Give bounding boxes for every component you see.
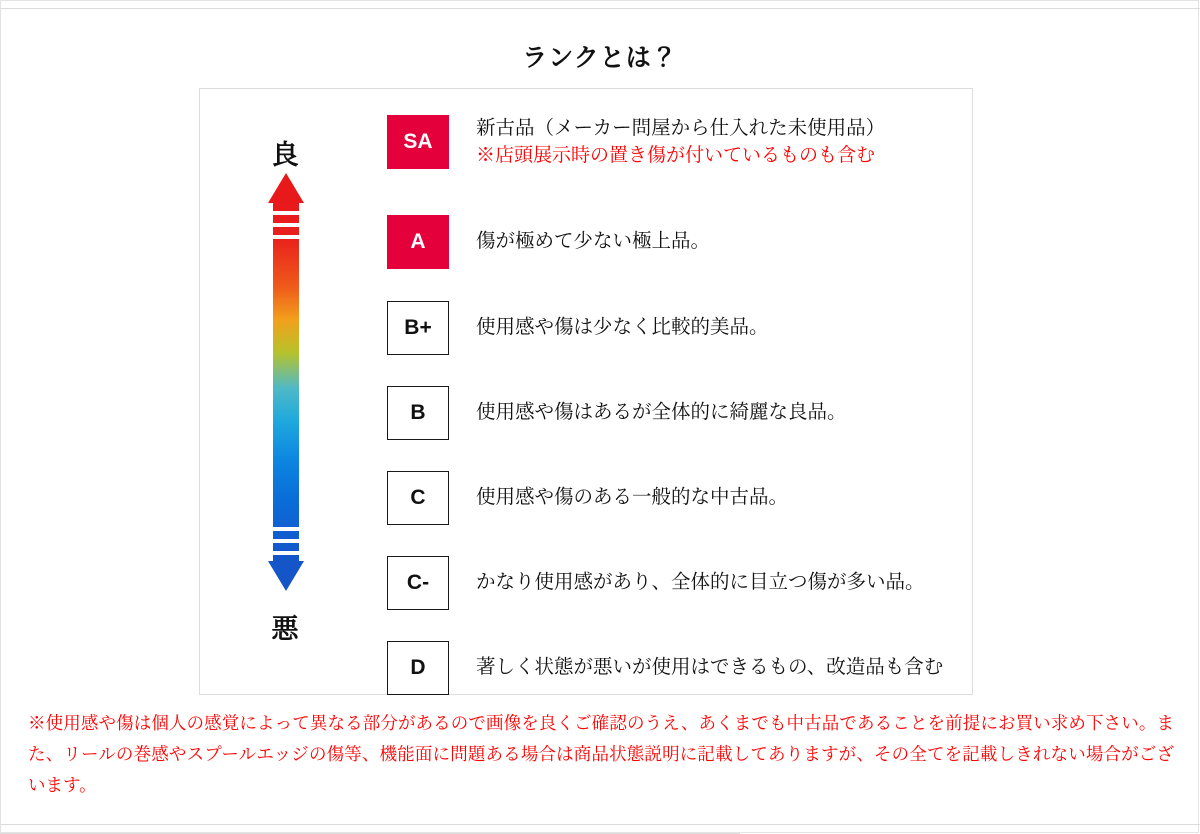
scale-top-label: 良 <box>271 140 299 170</box>
scale-tick <box>273 539 299 543</box>
top-divider <box>0 8 1200 9</box>
rank-description: 使用感や傷のある一般的な中古品。 <box>476 486 789 509</box>
rank-description: かなり使用感があり、全体的に目立つ傷が多い品。 <box>476 571 925 594</box>
quality-scale <box>200 89 370 694</box>
arrow-up-icon <box>268 173 304 203</box>
rank-description <box>476 114 885 170</box>
rank-description: 使用感や傷は少なく比較的美品。 <box>476 316 769 339</box>
table-row <box>370 370 974 455</box>
table-row <box>370 199 974 284</box>
rank-badge: C <box>387 471 449 525</box>
scale-tick <box>273 527 299 531</box>
rank-description-note: ※店頭展示時の置き傷が付いているものも含む <box>476 144 876 166</box>
bottom-divider <box>0 824 1200 825</box>
table-row <box>370 99 974 184</box>
table-row <box>370 455 974 540</box>
rank-table <box>199 88 973 695</box>
arrow-down-icon <box>268 561 304 591</box>
rank-badge: B+ <box>387 301 449 355</box>
scale-tick <box>273 211 299 215</box>
scale-tick <box>273 551 299 555</box>
table-row <box>370 285 974 370</box>
scale-tick <box>273 223 299 227</box>
disclaimer-note: ※使用感や傷は個人の感覚によって異なる部分があるので画像を良くご確認のうえ、あくまでも中古品であることを前提にお買い求め下さい。また、リールの巻感やスプールエッジの傷等、機能面に問題ある場合は商品状態説明に記載してありますが、その全てを記載しきれない場合がございます。 <box>28 713 1174 796</box>
rank-description: 著しく状態が悪いが使用はできるもの、改造品も含む <box>476 656 944 679</box>
rank-description-text: 新古品（メーカー問屋から仕入れた未使用品） <box>476 116 886 139</box>
scale-bottom-label: 悪 <box>271 614 299 644</box>
table-row <box>370 625 974 710</box>
page-title: ランクとは？ <box>522 44 678 72</box>
scale-tick <box>273 235 299 239</box>
rank-badge: D <box>387 641 449 695</box>
rank-badge: SA <box>387 115 449 169</box>
rank-description: 使用感や傷はあるが全体的に綺麗な良品。 <box>476 401 847 424</box>
rank-badge: A <box>387 215 449 269</box>
rank-rows <box>370 89 974 694</box>
rank-badge: B <box>387 386 449 440</box>
rank-description: 傷が極めて少ない極上品。 <box>476 230 711 253</box>
rank-badge: C- <box>387 556 449 610</box>
table-row <box>370 540 974 625</box>
gradient-bar <box>273 201 299 561</box>
